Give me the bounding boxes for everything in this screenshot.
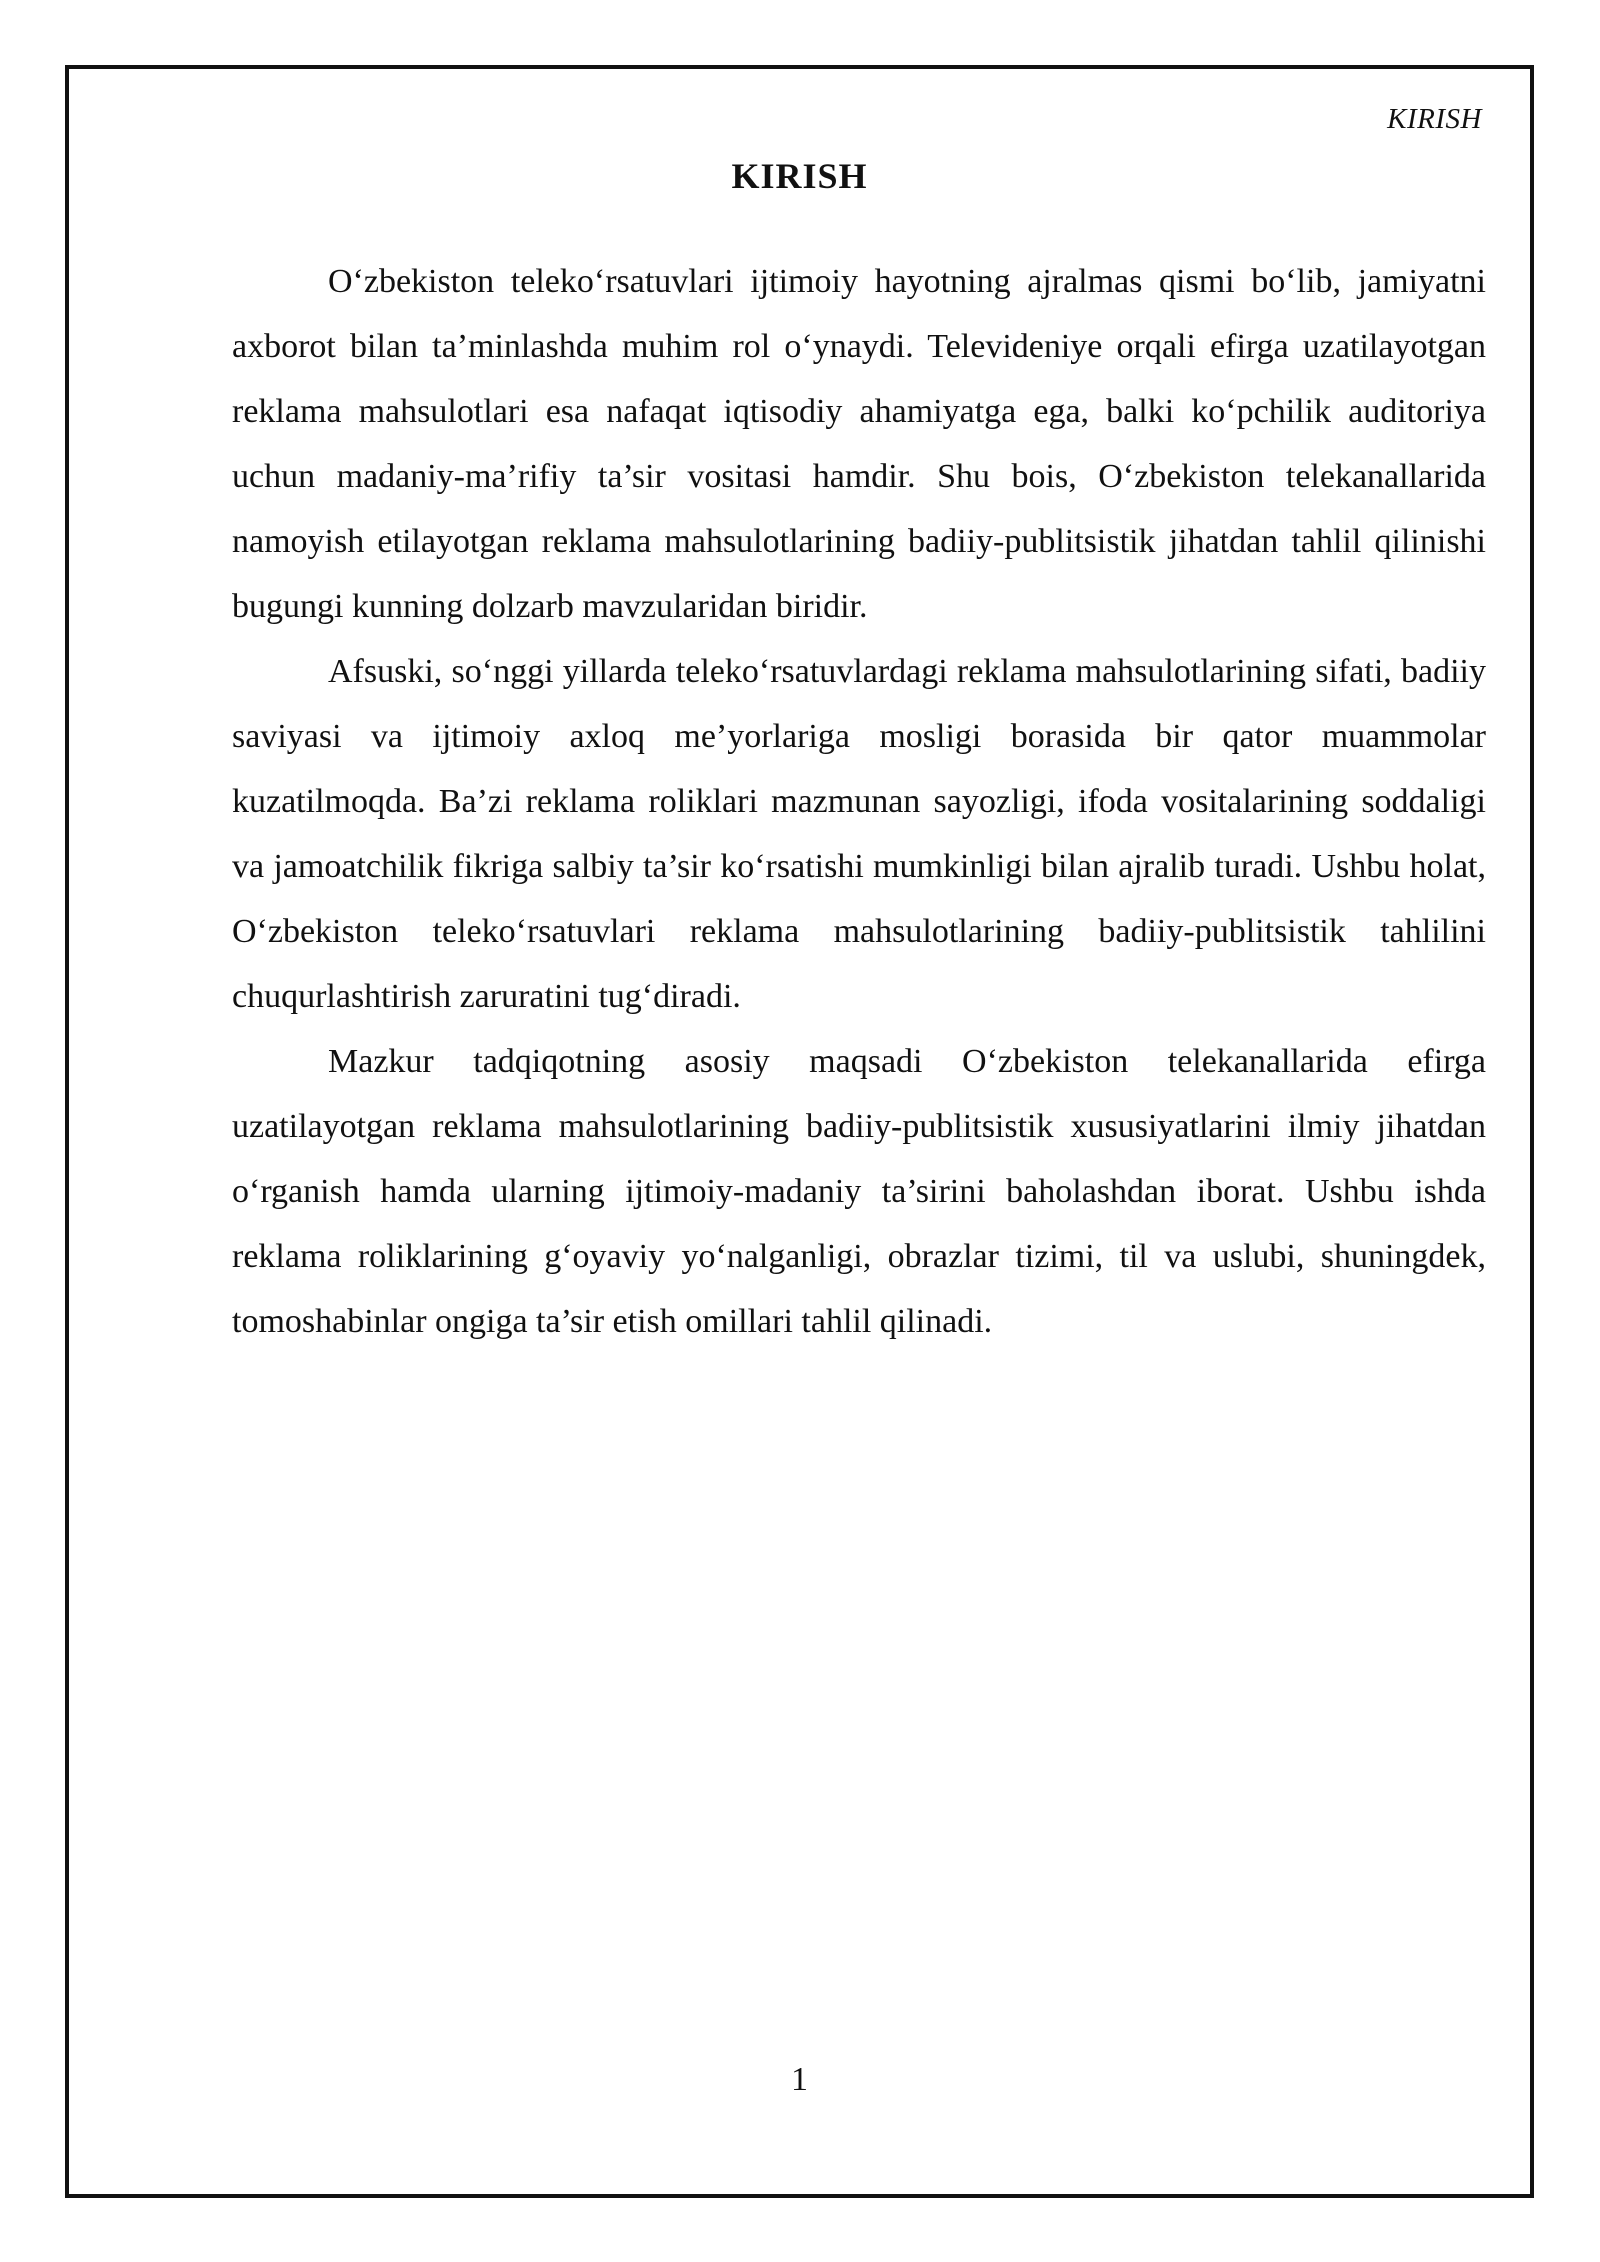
paragraph: Afsuski, so‘nggi yillarda teleko‘rsatuvlardagi reklama mahsulotlarining sifati, badiiy saviyasi va ijtimoiy axloq me’yorlariga mosligi borasida bir qator muammolar kuzatilmoqda. Ba’zi reklama roliklari mazmunan sayozligi, ifoda vositalarining soddaligi va jamoatchilik fikriga salbiy ta’sir ko‘rsatishi mumkinligi bilan ajralib turadi. Ushbu holat, O‘zbekiston teleko‘rsatuvlari reklama mahsulotlarining badiiy-publitsistik tahlilini chuqurlashtirish zaruratini tug‘diradi. [232,653,1486,1015]
paragraph: Mazkur tadqiqotning asosiy maqsadi O‘zbekiston telekanallarida efirga uzatilayotgan reklama mahsulotlarining badiiy-publitsistik xususiyatlarini ilmiy jihatdan o‘rganish hamda ularning ijtimoiy-madaniy ta’sirini baholashdan iborat. Ushbu ishda reklama roliklarining g‘oyaviy yo‘nalganligi, obrazlar tizimi, til va uslubi, shuningdek, tomoshabinlar ongiga ta’sir etish omillari tahlil qilinadi. [232,1043,1486,1340]
body-text [232,249,1486,1354]
paragraph: O‘zbekiston teleko‘rsatuvlari ijtimoiy hayotning ajralmas qismi bo‘lib, jamiyatni axborot bilan ta’minlashda muhim rol o‘ynaydi. Televideniye orqali efirga uzatilayotgan reklama mahsulotlari esa nafaqat iqtisodiy ahamiyatga ega, balki ko‘pchilik auditoriya uchun madaniy-ma’rifiy ta’sir vositasi hamdir. Shu bois, O‘zbekiston telekanallarida namoyish etilayotgan reklama mahsulotlarining badiiy-publitsistik jihatdan tahlil qilinishi bugungi kunning dolzarb mavzularidan biridir. [232,263,1486,625]
running-header: KIRISH [1387,103,1482,135]
page-number: 1 [791,2061,808,2098]
section-title: KIRISH [731,156,868,196]
page-frame [65,65,1534,2198]
